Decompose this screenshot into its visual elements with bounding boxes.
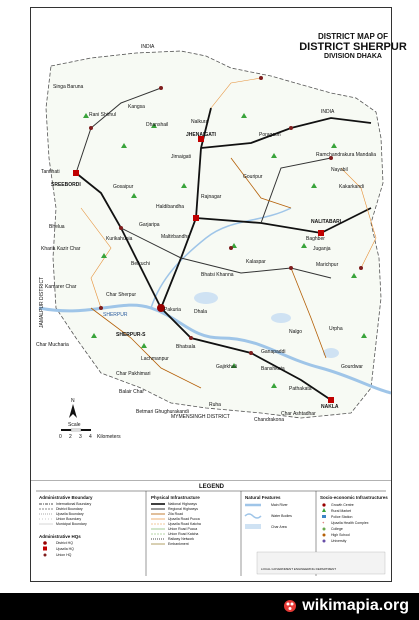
- north-arrow: [69, 398, 77, 418]
- place-jirnaigati: Jirnaigati: [171, 154, 192, 160]
- place-rani-shimul: Rani Shimul: [89, 112, 116, 118]
- district-boundary: [46, 51, 383, 418]
- place-kalaspar: Kalaspar: [246, 259, 266, 265]
- legend-item: Rural Market: [331, 509, 352, 513]
- svg-text:+: +: [322, 520, 325, 525]
- legend-item: Railway Network: [168, 537, 195, 541]
- place-kamarer-char: Kamarer Char: [45, 284, 77, 290]
- legend-item: High School: [331, 533, 350, 537]
- place-gourdwar: Gourdwar: [341, 364, 363, 370]
- place-nalgo: Nalgo: [289, 329, 303, 335]
- border-label-east: INDIA: [321, 109, 335, 115]
- place-betmari: Betmari Ghughurakandi: [136, 409, 189, 415]
- legend-natural: [245, 495, 292, 529]
- legend-item: Upazila Boundary: [56, 512, 84, 516]
- legend-item: Police Station: [331, 515, 353, 519]
- legend-socio: [320, 495, 388, 543]
- place-gosaipur: Gosaipur: [113, 184, 134, 190]
- place-char-sherpur: Char Sherpur: [106, 292, 137, 298]
- place-lachmanpur: Lachmanpur: [141, 356, 169, 362]
- place-baghber: Baghber: [306, 236, 325, 242]
- place-char-mucharia: Char Mucharia: [36, 342, 69, 348]
- legend-item: Upazila Road Katcha: [168, 522, 201, 526]
- legend-credit: LOCAL GOVERNMENT ENGINEERING DEPARTMENT: [261, 567, 337, 571]
- place-char-ashtadhar: Char Ashtadhar: [281, 411, 316, 417]
- legend-item: Municipal Boundary: [56, 522, 87, 526]
- legend-item: College: [331, 527, 343, 531]
- legend-item: Union HQ: [56, 553, 72, 557]
- watermark-bar: [0, 593, 419, 620]
- wikimapia-logo-icon: [283, 599, 297, 613]
- legend-item: Upazila Road Pucca: [168, 517, 200, 521]
- legend-item: Regional Highways: [168, 507, 198, 511]
- place-sreebordi: SREEBORDI: [51, 182, 81, 188]
- scale-tick-1: 2: [69, 434, 72, 440]
- border-label-south: MYMENSINGH DISTRICT: [171, 414, 230, 420]
- title-line1: DISTRICT MAP OF: [317, 32, 389, 41]
- legend-title: LEGEND: [199, 484, 225, 490]
- legend-physical: [151, 495, 201, 546]
- place-tantihati: Tantihati: [41, 169, 60, 175]
- legend-physical-heading: Physical Infrastructure: [151, 495, 200, 500]
- legend-item: Main River: [271, 503, 288, 507]
- north-label: N: [71, 398, 75, 404]
- legend-item: Growth Centre: [331, 503, 354, 507]
- legend-natural-heading: Natural Features: [245, 495, 281, 500]
- legend-panel: [31, 480, 391, 580]
- legend-item: Union Road Pucca: [168, 527, 198, 531]
- place-chandrakona: Chandrakona: [254, 417, 285, 423]
- legend-item: Union Boundary: [56, 517, 82, 521]
- water-body: [194, 292, 218, 304]
- place-nayabil: Nayabil: [331, 167, 348, 173]
- place-bhatsi-khanna: Bhatsi Khanna: [201, 272, 234, 278]
- place-juganja: Juganja: [313, 246, 331, 252]
- legend-item: Union Road Katcha: [168, 532, 199, 536]
- scale-tick-0: 0: [59, 434, 62, 440]
- legend-admin-boundary-heading: Administrative Boundary: [39, 495, 93, 500]
- place-garjaripa: Garjaripa: [139, 222, 160, 228]
- place-kurikahunia: Kurikahunia: [106, 236, 133, 242]
- place-nakla: NAKLA: [321, 404, 339, 410]
- legend-item: International Boundary: [56, 502, 92, 506]
- legend-item: University: [331, 539, 347, 543]
- legend-item: District Boundary: [56, 507, 83, 511]
- place-marichpur: Marichpur: [316, 262, 339, 268]
- place-singa-baruna: Singa Baruna: [53, 84, 84, 90]
- place-dhala: Dhala: [194, 309, 208, 315]
- legend-item: Embankment: [168, 542, 189, 546]
- place-rajnagar: Rajnagar: [201, 194, 222, 200]
- place-gouripur: Gouripur: [243, 174, 263, 180]
- place-pathakata: Pathakata: [289, 386, 312, 392]
- place-ganapaddi: Ganapaddi: [261, 349, 286, 355]
- place-gajirkhali: Gajirkhali: [216, 364, 237, 370]
- title-line3: DIVISION DHAKA: [324, 53, 382, 60]
- place-kakarkandi: Kakarkandi: [339, 184, 365, 190]
- map-sheet: [30, 7, 407, 582]
- place-sherpur-s: SHERPUR-S: [116, 332, 146, 338]
- border-label-north: INDIA: [141, 44, 155, 50]
- scale-label: Scale: [68, 422, 81, 428]
- map-title: [293, 32, 413, 60]
- place-belkuchi: Belkuchi: [131, 261, 150, 267]
- scale-bar: [59, 422, 121, 440]
- place-char-pakhimari: Char Pakhimari: [116, 371, 151, 377]
- place-urpha: Urpha: [329, 326, 343, 332]
- place-haldibandha: Haldibandha: [156, 204, 185, 210]
- place-bhelua: Bhelua: [49, 224, 65, 230]
- place-ramchandrakura: Ramchandrakura Mandalia: [316, 152, 377, 158]
- place-bhatsala: Bhatsala: [176, 344, 196, 350]
- watermark-text[interactable]: wikimapia.org: [302, 597, 409, 614]
- place-ruha: Ruha: [209, 402, 221, 408]
- legend-item: District HQ: [56, 541, 73, 545]
- water-body: [271, 313, 291, 323]
- place-dhanshail: Dhanshail: [146, 122, 169, 128]
- place-banshkata: Banshkata: [261, 366, 285, 372]
- legend-item: Char Area: [271, 525, 287, 529]
- place-kharia-kazir-char: Kharia Kazir Char: [41, 246, 81, 252]
- scale-tick-2: 3: [79, 434, 82, 440]
- legend-socio-heading: Socio-economic Infrastructures: [320, 495, 388, 500]
- legend-item: Upazila HQ: [56, 547, 74, 551]
- place-kangsa: Kangsa: [128, 104, 145, 110]
- scale-units: Kilometers: [97, 434, 121, 440]
- legend-admin-boundary: [39, 495, 93, 557]
- border-label-west: JAMALPUR DISTRICT: [39, 276, 45, 328]
- place-balair-char: Balair Char: [119, 389, 145, 395]
- scale-tick-3: 4: [89, 434, 92, 440]
- place-nalkura: Nalkura: [191, 119, 209, 125]
- legend-item: Zila Road: [168, 512, 183, 516]
- legend-item: Water Bodies: [271, 514, 292, 518]
- title-line2: DISTRICT SHERPUR: [299, 41, 407, 53]
- legend-item: National Highways: [168, 502, 197, 506]
- place-jhenaigati: JHENAIGATI: [186, 132, 216, 138]
- place-sherpur-city: SHERPUR: [103, 312, 128, 318]
- place-maltirbandha: Maltirbandha: [161, 234, 190, 240]
- legend-item: Upazila Health Complex: [331, 521, 369, 525]
- legend-admin-hqs-heading: Administrative HQs: [39, 534, 81, 539]
- place-nalitabari: NALITABARI: [311, 219, 342, 225]
- place-pakuria: Pakuria: [164, 307, 181, 313]
- place-poragaon: Poragaon: [259, 132, 281, 138]
- district-map[interactable]: [31, 8, 391, 478]
